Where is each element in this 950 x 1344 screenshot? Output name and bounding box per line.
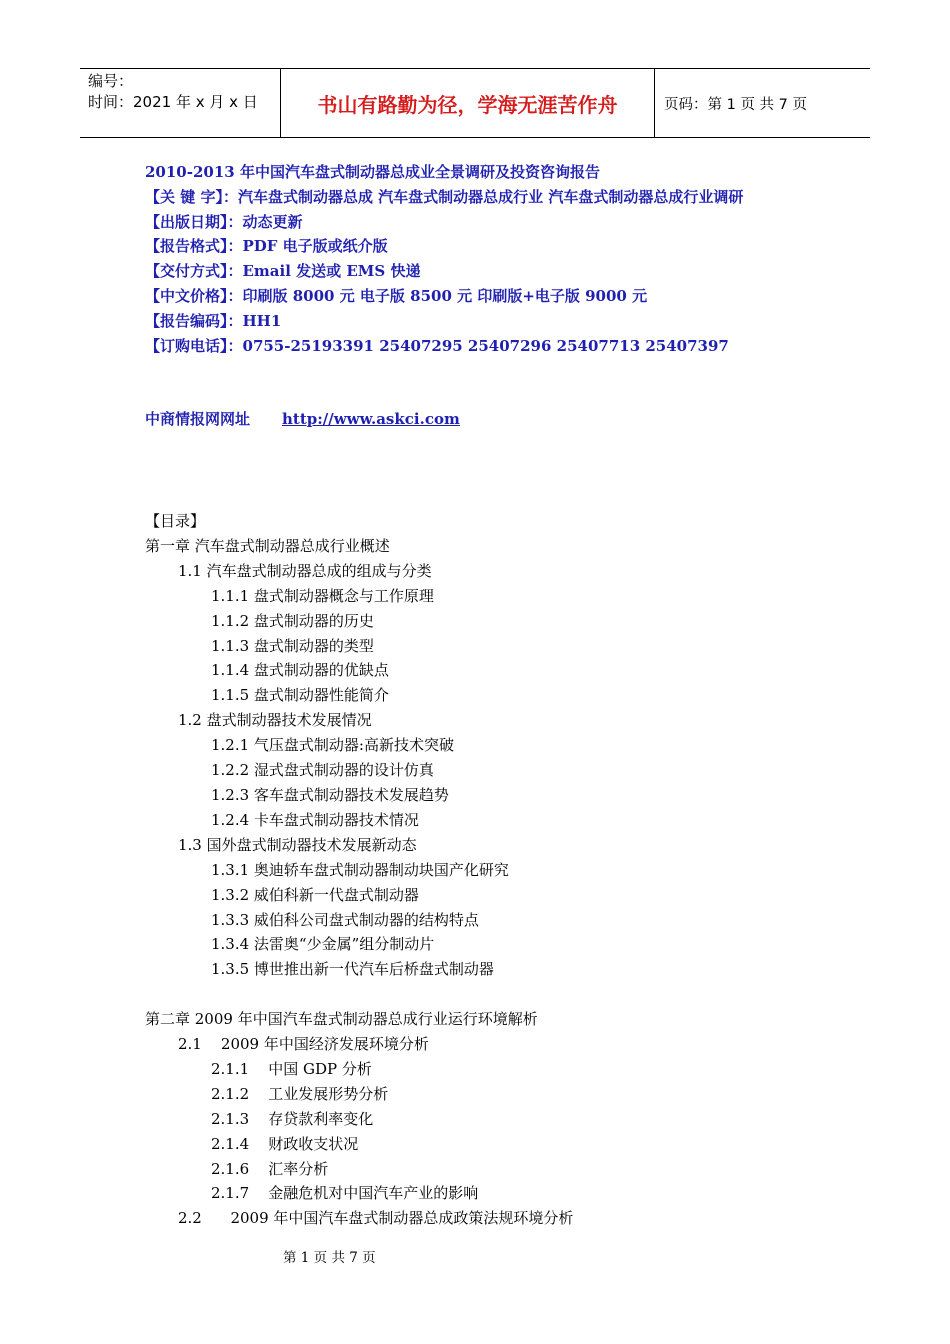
report-info — [145, 160, 810, 358]
toc-heading: 【目录】 — [145, 512, 206, 530]
toc-section: 2.1 2009 年中国经济发展环境分析 — [178, 1035, 429, 1054]
toc-subsection: 1.3.4 法雷奥“少金属”组分制动片 — [211, 935, 435, 954]
toc-chapter: 第二章 2009 年中国汽车盘式制动器总成行业运行环境解析 — [145, 1010, 538, 1029]
site-line — [145, 408, 460, 429]
number-label: 编号： — [88, 72, 134, 90]
report-keywords: 【关 键 字】：汽车盘式制动器总成 汽车盘式制动器总成行业 汽车盘式制动器总成行业调研 — [145, 187, 744, 206]
report-code: 【报告编码】：HH1 — [145, 311, 282, 330]
page-footer: 第 1 页 共 7 页 — [283, 1250, 376, 1266]
header-page-info: 页码：第 1 页 共 7 页 — [664, 96, 807, 113]
toc-subsection: 1.1.3 盘式制动器的类型 — [211, 636, 374, 655]
toc-subsection: 1.2.2 湿式盘式制动器的设计仿真 — [211, 761, 434, 780]
toc-section: 1.3 国外盘式制动器技术发展新动态 — [178, 835, 417, 854]
toc-spacer — [145, 982, 573, 1007]
toc-subsection: 2.1.2 工业发展形势分析 — [211, 1084, 389, 1103]
toc-subsection: 1.1.5 盘式制动器性能简介 — [211, 686, 389, 705]
toc-chapter: 第一章 汽车盘式制动器总成行业概述 — [145, 536, 390, 555]
toc-subsection: 1.2.4 卡车盘式制动器技术情况 — [211, 810, 419, 829]
toc-section: 1.1 汽车盘式制动器总成的组成与分类 — [178, 561, 432, 580]
toc-subsection: 1.3.2 威伯科新一代盘式制动器 — [211, 885, 419, 904]
site-link[interactable]: http://www.askci.com — [282, 410, 460, 428]
toc-subsection: 2.1.3 存贷款利率变化 — [211, 1109, 374, 1128]
report-format: 【报告格式】：PDF 电子版或纸介版 — [145, 237, 388, 256]
report-publish-date: 【出版日期】：动态更新 — [145, 212, 303, 231]
toc-subsection: 2.1.6 汇率分析 — [211, 1159, 329, 1178]
toc-subsection: 1.3.5 博世推出新一代汽车后桥盘式制动器 — [211, 960, 494, 979]
toc-subsection: 1.1.4 盘式制动器的优缺点 — [211, 661, 389, 680]
toc-subsection: 1.3.3 威伯科公司盘式制动器的结构特点 — [211, 910, 479, 929]
toc-section: 1.2 盘式制动器技术发展情况 — [178, 711, 372, 730]
report-phone: 【订购电话】：0755-25193391 25407295 25407296 25407713 25407397 — [145, 336, 729, 355]
report-delivery: 【交付方式】：Email 发送或 EMS 快递 — [145, 262, 421, 281]
toc-subsection: 1.1.1 盘式制动器概念与工作原理 — [211, 586, 434, 605]
toc-subsection: 2.1.4 财政收支状况 — [211, 1134, 359, 1153]
toc-subsection: 1.2.1 气压盘式制动器:高新技术突破 — [211, 736, 454, 755]
site-label: 中商情报网网址 — [145, 410, 251, 428]
toc-section: 2.2 2009 年中国汽车盘式制动器总成政策法规环境分析 — [178, 1209, 574, 1228]
header-meta — [80, 69, 281, 137]
header-motto: 书山有路勤为径，学海无涯苦作舟 — [281, 69, 655, 137]
time-label: 时间：2021 年 x 月 x 日 — [88, 93, 258, 111]
header-table — [80, 68, 870, 138]
toc-subsection: 1.3.1 奥迪轿车盘式制动器制动块国产化研究 — [211, 860, 509, 879]
toc-subsection: 1.2.3 客车盘式制动器技术发展趋势 — [211, 785, 449, 804]
report-title: 2010-2013 年中国汽车盘式制动器总成业全景调研及投资咨询报告 — [145, 163, 600, 181]
toc-subsection: 2.1.1 中国 GDP 分析 — [211, 1059, 372, 1078]
report-price: 【中文价格】：印刷版 8000 元 电子版 8500 元 印刷版+电子版 9000 元 — [145, 286, 648, 305]
table-of-contents — [145, 509, 573, 1231]
toc-subsection: 1.1.2 盘式制动器的历史 — [211, 611, 374, 630]
toc-subsection: 2.1.7 金融危机对中国汽车产业的影响 — [211, 1184, 479, 1203]
